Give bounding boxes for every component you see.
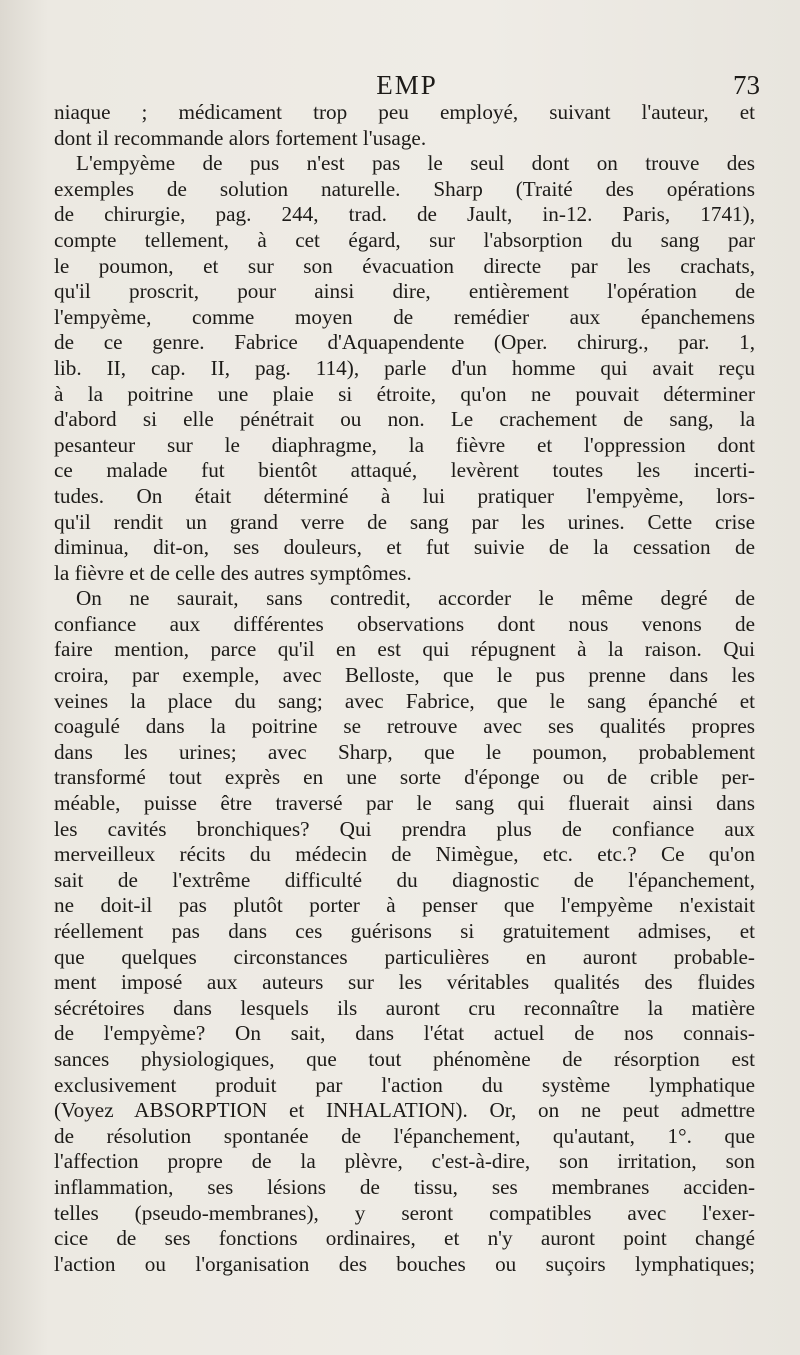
text-line: ce malade fut bientôt attaqué, levèrent toutes les incerti- bbox=[54, 458, 755, 483]
body-text bbox=[54, 100, 755, 1277]
text-line: coagulé dans la poitrine se retrouve avec ses qualités propres bbox=[54, 714, 755, 739]
text-line: réellement pas dans ces guérisons si gratuitement admises, et bbox=[54, 919, 755, 943]
text-line: On ne saurait, sans contredit, accorder le même degré de bbox=[76, 586, 755, 611]
text-line: lib. II, cap. II, pag. 114), parle d'un homme qui avait reçu bbox=[54, 355, 755, 380]
text-line: qu'il proscrit, pour ainsi dire, entièrement l'opération de bbox=[54, 279, 755, 304]
text-line: qu'il rendit un grand verre de sang par les urines. Cette crise bbox=[54, 509, 755, 534]
text-line: confiance aux différentes observations dont nous venons de bbox=[54, 611, 755, 636]
text-line: de chirurgie, pag. 244, trad. de Jault, in-12. Paris, 1741), bbox=[54, 202, 755, 227]
text-line: l'affection propre de la plèvre, c'est-à-dire, son irritation, son bbox=[54, 1149, 755, 1174]
text-line: d'abord si elle pénétrait ou non. Le crachement de sang, la bbox=[54, 407, 755, 432]
text-line: l'action ou l'organisation des bouches ou suçoirs lymphatiques; bbox=[54, 1251, 755, 1276]
text-line: compte tellement, à cet égard, sur l'absorption du sang par bbox=[54, 227, 755, 252]
text-line: dont il recommande alors fortement l'usage. bbox=[54, 125, 427, 150]
text-line: L'empyème de pus n'est pas le seul dont on trouve des bbox=[76, 151, 755, 176]
text-line: la fièvre et de celle des autres symptômes. bbox=[54, 560, 412, 585]
text-line: dans les urines; avec Sharp, que le poumon, probablement bbox=[54, 739, 755, 764]
text-line: exemples de solution naturelle. Sharp (Traité des opérations bbox=[54, 176, 755, 201]
text-line: à la poitrine une plaie si étroite, qu'on ne pouvait déterminer bbox=[54, 381, 755, 406]
text-line: inflammation, ses lésions de tissu, ses membranes acciden- bbox=[54, 1174, 755, 1199]
text-line: telles (pseudo-membranes), y seront compatibles avec l'exer- bbox=[54, 1200, 755, 1225]
text-line: ment imposé aux auteurs sur les véritables qualités des fluides bbox=[54, 970, 755, 995]
text-line: que quelques circonstances particulières en auront probable- bbox=[54, 944, 755, 969]
text-line: tudes. On était déterminé à lui pratiquer l'empyème, lors- bbox=[54, 483, 755, 508]
text-line: pesanteur sur le diaphragme, la fièvre et l'oppression dont bbox=[54, 432, 755, 457]
text-line: exclusivement produit par l'action du système lymphatique bbox=[54, 1072, 755, 1097]
text-line: faire mention, parce qu'il en est qui répugnent à la raison. Qui bbox=[54, 637, 755, 662]
text-line: les cavités bronchiques? Qui prendra plus de confiance aux bbox=[54, 816, 755, 841]
text-line: de ce genre. Fabrice d'Aquapendente (Oper. chirurg., par. 1, bbox=[54, 330, 755, 355]
text-line: diminua, dit-on, ses douleurs, et fut suivie de la cessation de bbox=[54, 535, 755, 560]
text-line: de l'empyème? On sait, dans l'état actuel de nos connais- bbox=[54, 1021, 755, 1046]
text-line: niaque ; médicament trop peu employé, suivant l'auteur, et bbox=[54, 100, 755, 124]
text-line: sécrétoires dans lesquels ils auront cru reconnaître la matière bbox=[54, 995, 755, 1020]
text-line: sait de l'extrême difficulté du diagnostic de l'épanchement, bbox=[54, 867, 755, 892]
text-line: de résolution spontanée de l'épanchement, qu'autant, 1°. que bbox=[54, 1123, 755, 1148]
text-line: croira, par exemple, avec Belloste, que le pus prenne dans les bbox=[54, 663, 755, 688]
text-line: merveilleux récits du médecin de Nimègue, etc. etc.? Ce qu'on bbox=[54, 842, 755, 867]
page-header bbox=[54, 66, 760, 102]
text-line: veines la place du sang; avec Fabrice, que le sang épanché et bbox=[54, 688, 755, 713]
text-line: méable, puisse être traversé par le sang qui fluerait ainsi dans bbox=[54, 791, 755, 816]
text-line: ne doit-il pas plutôt porter à penser que l'empyème n'existait bbox=[54, 893, 755, 918]
running-head: EMP bbox=[376, 70, 438, 100]
text-line: (Voyez ABSORPTION et INHALATION). Or, on ne peut admettre bbox=[54, 1098, 755, 1123]
text-line: sances physiologiques, que tout phénomène de résorption est bbox=[54, 1046, 755, 1071]
text-line: cice de ses fonctions ordinaires, et n'y auront point changé bbox=[54, 1226, 755, 1251]
page-number: 73 bbox=[733, 70, 760, 100]
text-line: l'empyème, comme moyen de remédier aux épanchemens bbox=[54, 304, 755, 329]
text-line: le poumon, et sur son évacuation directe par les crachats, bbox=[54, 253, 755, 278]
text-line: transformé tout exprès en une sorte d'éponge ou de crible per- bbox=[54, 765, 755, 790]
